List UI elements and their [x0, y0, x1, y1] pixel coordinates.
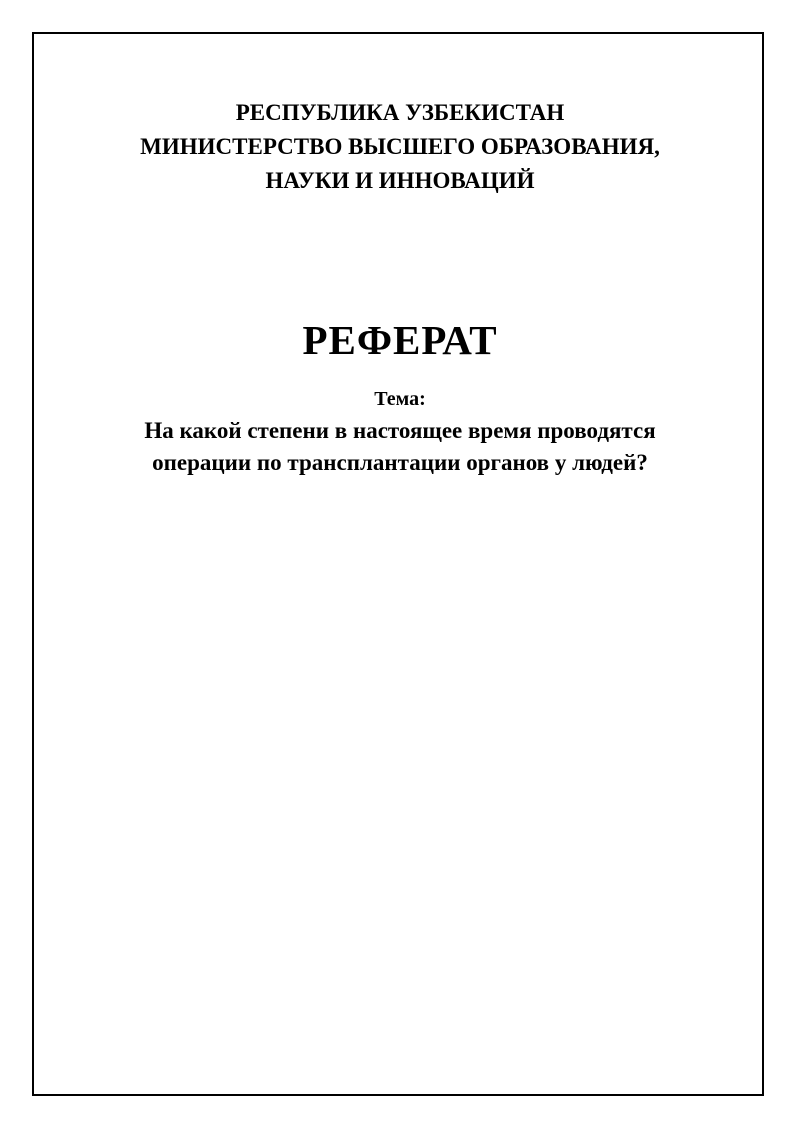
topic-line-2: операции по трансплантации органов у людей?	[152, 450, 648, 475]
institution-header	[0, 96, 800, 198]
topic-label: Тема:	[374, 388, 426, 410]
topic-text	[0, 415, 800, 479]
ministry-name-line-1: МИНИСТЕРСТВО ВЫСШЕГО ОБРАЗОВАНИЯ,	[140, 134, 660, 159]
topic-line-1: На какой степени в настоящее время проводятся	[144, 418, 656, 443]
country-name: РЕСПУБЛИКА УЗБЕКИСТАН	[235, 100, 565, 125]
document-type-title: РЕФЕРАТ	[302, 317, 498, 363]
ministry-name-line-2: НАУКИ И ИННОВАЦИЙ	[265, 168, 535, 193]
